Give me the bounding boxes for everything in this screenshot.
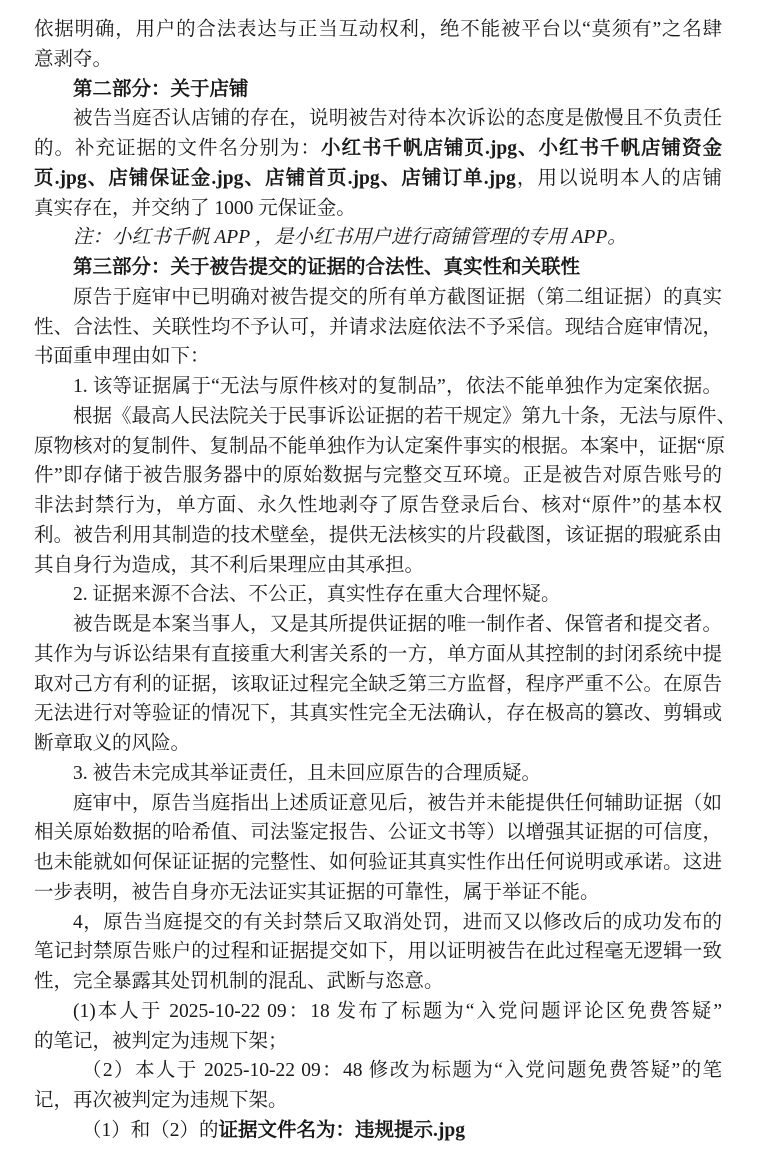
text-segment: 非法封禁行为，单方面、永久性地剥夺了原告登录后台、核对“原件”的基本权 bbox=[34, 495, 722, 516]
text-segment: （1）和（2）的 bbox=[82, 1119, 219, 1141]
text-line bbox=[34, 908, 722, 938]
text-line bbox=[34, 580, 722, 610]
text-line bbox=[34, 640, 722, 670]
text-segment: 无法进行对等验证的情况下，其真实性完全无法确认，存在极高的篡改、剪辑或 bbox=[34, 703, 722, 725]
text-line bbox=[34, 15, 722, 45]
text-segment: 的笔记，被判定为违规下架； bbox=[34, 1030, 288, 1052]
text-line bbox=[34, 878, 722, 908]
bold-text: 第三部分：关于被告提交的证据的合法性、真实性和关联性 bbox=[73, 257, 581, 278]
text-line bbox=[34, 45, 722, 75]
text-line bbox=[34, 194, 722, 224]
text-line bbox=[34, 997, 722, 1027]
text-segment: 取对己方有利的证据，该取证过程完全缺乏第三方监督，程序严重不公。在原告 bbox=[34, 673, 722, 695]
section-heading bbox=[34, 75, 722, 105]
text-line bbox=[34, 283, 722, 313]
text-line bbox=[34, 848, 722, 878]
text-segment: 依据明确，用户的合法表达与正当互动权利，绝不能被平台以“莫须有”之名肆 bbox=[34, 19, 722, 40]
text-segment: 也未能就如何保证证据的完整性、如何验证其真实性作出任何说明或承诺。这进 bbox=[34, 852, 722, 873]
text-segment: 利。被告利用其制造的技术壁垒，提供无法核实的片段截图，该证据的瑕疵系由 bbox=[34, 524, 722, 546]
text-line bbox=[34, 164, 722, 194]
text-segment: 性、合法性、关联性均不予认可，并请求法庭依法不予采信。现结合庭审情况， bbox=[34, 316, 722, 338]
section-heading bbox=[34, 253, 722, 283]
text-segment: 的。补充证据的文件名分别为： bbox=[34, 138, 322, 159]
text-line bbox=[34, 521, 722, 551]
text-segment: 庭审中，原告当庭指出上述质证意见后，被告并未能提供任何辅助证据（如 bbox=[73, 792, 722, 814]
text-segment: 1. 该等证据属于“无法与原件核对的复制品”，依法不能单独作为定案依据。 bbox=[73, 376, 722, 397]
bold-text: 小红书千帆店铺页.jpg、小红书千帆店铺资金 bbox=[321, 138, 722, 159]
text-line bbox=[34, 1086, 722, 1116]
text-line bbox=[34, 432, 726, 462]
text-line bbox=[34, 699, 722, 729]
text-segment: 其作为与诉讼结果有直接重大利害关系的一方，单方面从其控制的封闭系统中提 bbox=[34, 643, 722, 665]
text-segment: 书面重申理由如下： bbox=[34, 346, 210, 368]
text-line bbox=[34, 461, 722, 491]
note-line bbox=[34, 223, 722, 253]
document-body bbox=[34, 15, 737, 1146]
text-line bbox=[34, 789, 722, 819]
text-segment: 一步表明，被告自身亦无法证实其证据的可靠性，属于举证不能。 bbox=[34, 881, 600, 903]
text-segment: 4，原告当庭提交的有关封禁后又取消处罚，进而又以修改后的成功发布的 bbox=[73, 911, 722, 933]
text-line bbox=[34, 342, 722, 372]
text-line bbox=[34, 610, 722, 640]
text-segment: 记，再次被判定为违规下架。 bbox=[34, 1090, 288, 1111]
text-line bbox=[34, 1116, 722, 1146]
text-line bbox=[34, 670, 722, 700]
text-line bbox=[34, 1056, 722, 1086]
text-line bbox=[34, 491, 722, 521]
text-segment: 笔记封禁原告账户的过程和证据提交如下，用以证明被告在此过程毫无逻辑一致 bbox=[34, 941, 722, 963]
text-line bbox=[34, 967, 722, 997]
text-line bbox=[34, 1027, 722, 1057]
text-line bbox=[34, 818, 722, 848]
text-segment: 原物核对的复制件、复制品不能单独作为认定案件事实的根据。本案中，证据“原 bbox=[34, 435, 726, 457]
text-segment: （2）本人于 2025-10-22 09：48 修改为标题为“入党问题免费答疑”的笔 bbox=[82, 1060, 722, 1082]
bold-text: 第二部分：关于店铺 bbox=[73, 78, 249, 100]
text-line bbox=[34, 372, 722, 402]
text-line bbox=[34, 729, 722, 759]
text-line bbox=[34, 759, 722, 789]
text-segment: 性，完全暴露其处罚机制的混乱、武断与恣意。 bbox=[34, 971, 444, 992]
text-segment: 真实存在，并交纳了 1000 元保证金。 bbox=[34, 197, 356, 219]
text-segment: 2. 证据来源不合法、不公正，真实性存在重大合理怀疑。 bbox=[73, 584, 561, 606]
text-line bbox=[34, 402, 737, 432]
text-line bbox=[34, 134, 722, 164]
italic-text: 注：小红书千帆 APP ，是小红书用户进行商铺管理的专用 APP。 bbox=[73, 227, 627, 249]
text-segment: 原告于庭审中已明确对被告提交的所有单方截图证据（第二组证据）的真实 bbox=[73, 286, 722, 308]
text-segment: 根据《最高人民法院关于民事诉讼证据的若干规定》第九十条，无法与原件、 bbox=[73, 405, 737, 427]
text-line bbox=[34, 937, 722, 967]
text-segment: (1)本人于 2025-10-22 09：18 发布了标题为“入党问题评论区免费答疑” bbox=[73, 1000, 722, 1022]
text-segment: 其自身行为造成，其不利后果理应由其承担。 bbox=[34, 554, 425, 576]
text-line bbox=[34, 313, 722, 343]
text-segment: 被告既是本案当事人，又是其所提供证据的唯一制作者、保管者和提交者。 bbox=[73, 614, 722, 635]
text-segment: 断章取义的风险。 bbox=[34, 733, 191, 754]
text-segment: 相关原始数据的哈希值、司法鉴定报告、公证文书等）以增强其证据的可信度， bbox=[34, 822, 722, 844]
text-segment: 被告当庭否认店铺的存在，说明被告对待本次诉讼的态度是傲慢且不负责任 bbox=[73, 108, 722, 130]
text-line bbox=[34, 551, 722, 581]
text-segment: 意剥夺。 bbox=[34, 48, 113, 70]
text-segment: 件”即存储于被告服务器中的原始数据与完整交互环境。正是被告对原告账号的 bbox=[34, 465, 722, 487]
bold-text: 证据文件名为：违规提示.jpg bbox=[218, 1119, 465, 1141]
bold-text: 页.jpg、店铺保证金.jpg、店铺首页.jpg、店铺订单.jpg bbox=[34, 167, 516, 189]
text-segment: 3. 被告未完成其举证责任，且未回应原告的合理质疑。 bbox=[73, 762, 542, 784]
text-segment: ，用以说明本人的店铺 bbox=[515, 167, 722, 189]
text-line bbox=[34, 104, 722, 134]
